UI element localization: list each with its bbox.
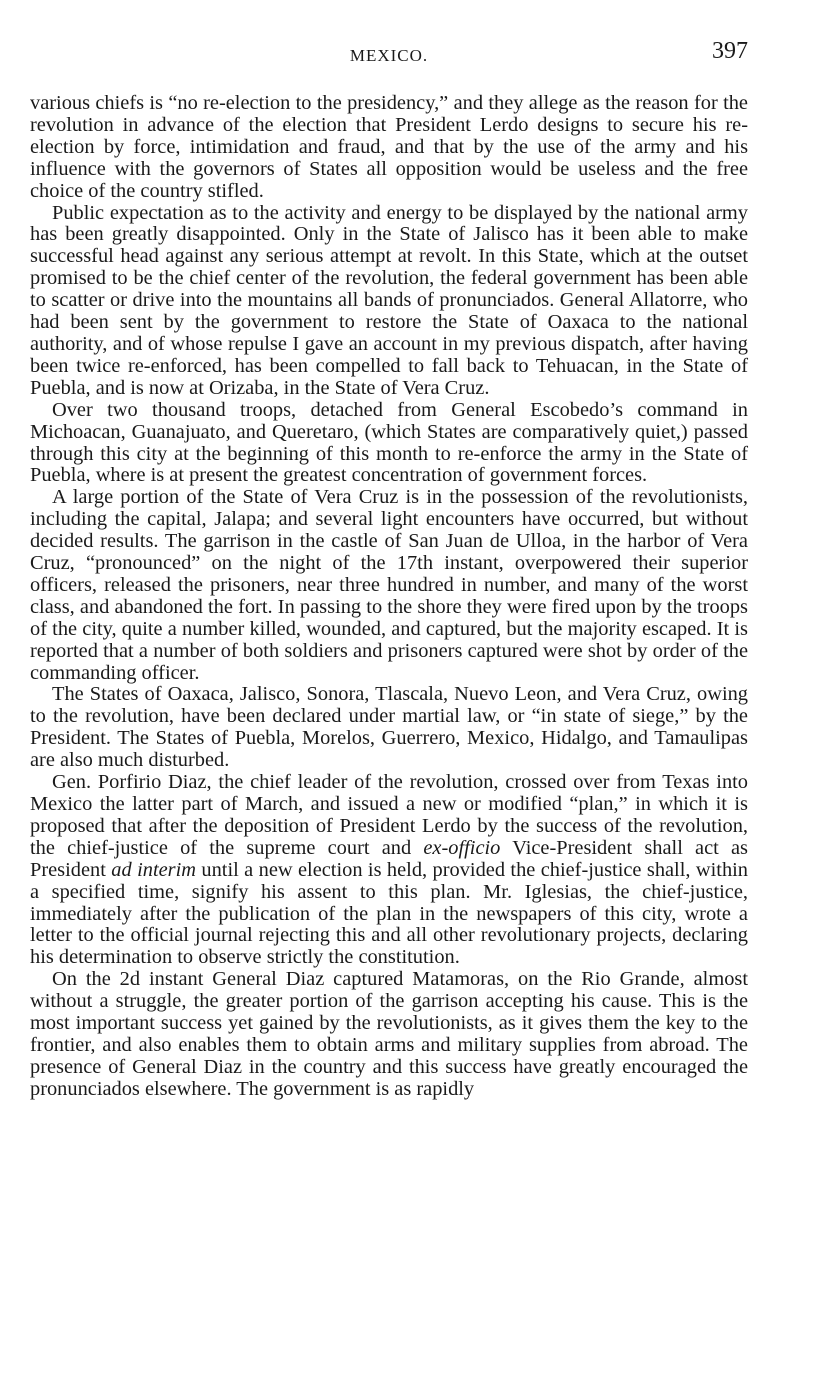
paragraph-7: On the 2d instant General Diaz captured Matamoras, on the Rio Grande, almost without a struggle, the greater portion of the garrison accepting his cause. This is the most important success yet gained by the revolutionists, as it gives them the key to the frontier, and also enables them to obtain arms and military supplies from abroad. The presence of General Diaz in the country and this success have greatly encouraged the pronunciados elsewhere. The government is as rapidly — [30, 968, 748, 1100]
italic-ad-interim: ad interim — [111, 858, 196, 881]
paragraph-3: Over two thousand troops, detached from General Escobedo’s command in Michoacan, Guanajuato, and Queretaro, (which States are comparatively quiet,) passed through this city at the beginning of this month to re-enforce the army in the State of Puebla, where is at present the greatest concentration of government forces. — [30, 398, 748, 487]
paragraph-5: The States of Oaxaca, Jalisco, Sonora, Tlascala, Nuevo Leon, and Vera Cruz, owing to the revolution, have been declared under martial law, or “in state of siege,” by the President. The States of Puebla, Morelos, Guerrero, Mexico, Hidalgo, and Tamaulipas are also much disturbed. — [30, 683, 748, 772]
italic-ex-officio: ex-officio — [423, 836, 501, 859]
paragraph-1: various chiefs is “no re-election to the presidency,” and they allege as the reason for the revolution in advance of the election that President Lerdo designs to secure his re-election by force, intimidation and fraud, and that by the use of the army and his influence with the governors of States all opposition would be useless and the free choice of the country stifled. — [30, 92, 748, 202]
paragraph-6-text-a: Gen. Porfirio Diaz, the chief leader of the revolution, crossed over from Texas into Mexico the latter part of March, and issued a new or modified “plan,” in which it is proposed that after the deposition of President Lerdo by the success of the revolution, the chief-justice of the supreme court and — [30, 771, 748, 859]
page-number: 397 — [712, 38, 748, 64]
paragraph-6-text-c: until a new election is held, provided the chief-justice shall, within a specified time, signify his assent to this plan. Mr. Iglesias, the chief-justice, immediately after the publication of the plan in the newspapers of this city, wrote a letter to the official journal rejecting this and all other revolutionary projects, declaring his determination to observe strictly the constitution. — [30, 858, 748, 969]
paragraph-6-text-b: Vice-President shall act as President — [30, 836, 748, 881]
page-header — [30, 38, 748, 72]
paragraph-6 — [30, 772, 748, 969]
paragraph-2: Public expectation as to the activity and energy to be displayed by the national army has been greatly disappointed. Only in the State of Jalisco has it been able to make successful head against any serious attempt at revolt. In this State, which at the outset promised to be the chief center of the revolution, the federal government has been able to scatter or drive into the mountains all bands of pronunciados. General Allatorre, who had been sent by the government to restore the State of Oaxaca to the national authority, and of whose repulse I gave an account in my previous dispatch, after having been twice re-enforced, has been compelled to fall back to Tehuacan, in the State of Puebla, and is now at Orizaba, in the State of Vera Cruz. — [30, 201, 748, 399]
paragraph-4: A large portion of the State of Vera Cruz is in the possession of the revolutionists, including the capital, Jalapa; and several light encounters have occurred, but without decided results. The garrison in the castle of San Juan de Ulloa, in the harbor of Vera Cruz, “pronounced” on the night of the 17th instant, overpowered their superior officers, released the prisoners, near three hundred in number, and many of the worst class, and abandoned the fort. In passing to the shore they were fired upon by the troops of the city, quite a number killed, wounded, and captured, but the majority escaped. It is reported that a number of both soldiers and prisoners captured were shot by order of the commanding officer. — [30, 486, 748, 684]
running-head: MEXICO. — [349, 46, 429, 65]
body-text — [30, 93, 748, 1101]
